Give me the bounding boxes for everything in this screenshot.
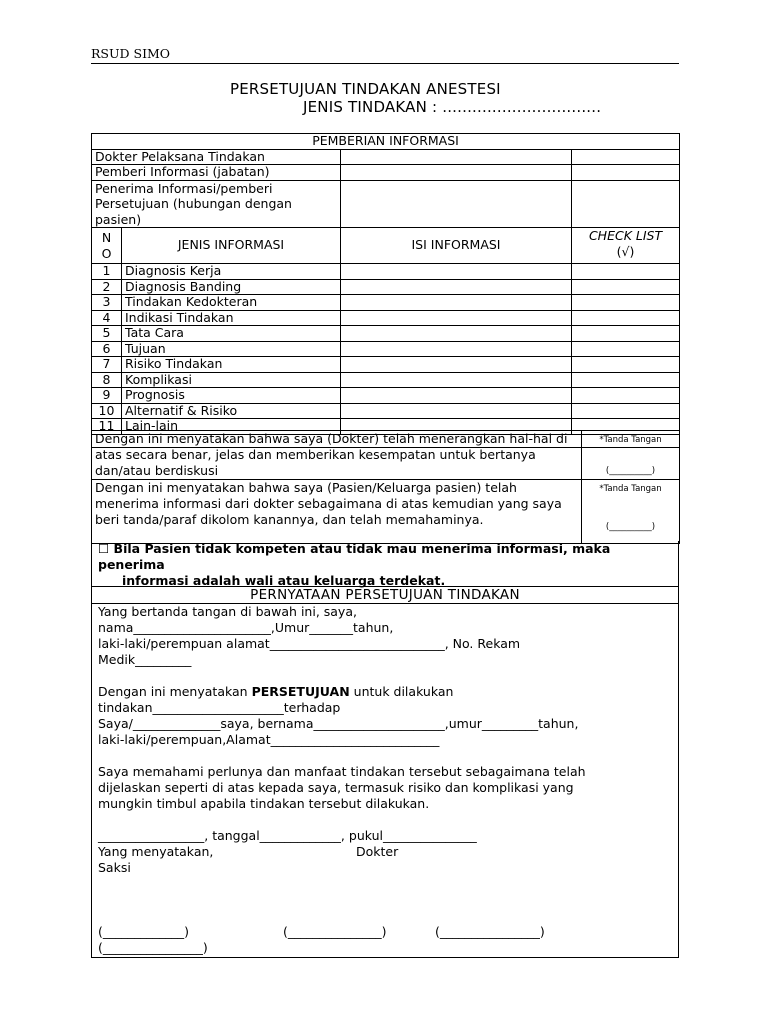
signer-labels [98,844,674,860]
col-header-isi: ISI INFORMASI [341,228,572,264]
item-value[interactable] [341,264,572,280]
guardian-note-line2: informasi adalah wali atau keluarga terdekat. [122,573,446,588]
consent-line: laki-laki/perempuan alamat____________________________, No. Rekam [98,636,521,651]
item-check[interactable] [572,279,680,295]
consent-line: nama______________________,Umur_______tahun, [98,620,394,635]
consent-line: mungkin timbul apabila tindakan tersebut dilakukan. [98,796,430,811]
consent-line: tindakan_____________________terhadap [98,700,341,715]
signature-blanks-row [98,924,674,940]
patient-signature-cell[interactable] [582,480,680,544]
item-label: Tujuan [122,341,341,357]
statements-block [91,430,679,544]
hospital-name: RSUD SIMO [91,46,171,61]
doctor-statement: Dengan ini menyatakan bahwa saya (Dokter) telah menerangkan hal-hal di atas secara benar, jelas dan memberikan kesempatan untuk bertanya dan/atau berdiskusi [92,431,582,480]
item-number: 1 [92,264,122,280]
item-value[interactable] [341,341,572,357]
patient-statement: Dengan ini menyatakan bahwa saya (Pasien/Keluarga pasien) telah menerima informasi dari dokter sebagaimana di atas kemudian yang saya beri tanda/paraf dikolom kanannya, dan telah memahaminya. [92,480,582,544]
item-number: 6 [92,341,122,357]
guardian-note-line1: ☐ Bila Pasien tidak kompeten atau tidak mau menerima informasi, maka penerima [98,541,611,572]
item-check[interactable] [572,372,680,388]
date-place-line: _________________, tanggal_____________, pukul_______________ [98,828,477,843]
item-number: 2 [92,279,122,295]
table-row [92,326,680,342]
table-row [92,403,680,419]
signature-label: *Tanda Tangan [599,435,662,445]
item-check[interactable] [572,388,680,404]
item-value[interactable] [341,310,572,326]
consent-line: Saya memahami perlunya dan manfaat tindakan tersebut sebagaimana telah [98,764,586,779]
consent-approval-word: PERSETUJUAN [251,684,350,699]
signature-blank: (__________) [605,522,656,532]
item-label: Risiko Tindakan [122,357,341,373]
item-value[interactable] [341,388,572,404]
item-check[interactable] [572,326,680,342]
table-row [92,357,680,373]
item-number: 10 [92,403,122,419]
cell-pemberi-check[interactable] [572,165,680,181]
item-check[interactable] [572,403,680,419]
item-label: Indikasi Tindakan [122,310,341,326]
item-value[interactable] [341,372,572,388]
item-check[interactable] [572,264,680,280]
row-penerima: Penerima Informasi/pemberi Persetujuan (hubungan dengan pasien) [92,180,341,228]
table-row [92,372,680,388]
consent-line: dijelaskan seperti di atas kepada saya, termasuk risiko dan komplikasi yang [98,780,574,795]
form-subtitle: JENIS TINDAKAN : ................................ [303,98,602,116]
item-number: 5 [92,326,122,342]
item-label: Komplikasi [122,372,341,388]
col-header-check [572,228,680,264]
signature-blank-2[interactable]: (_______________) [283,924,387,939]
item-value[interactable] [341,403,572,419]
item-value[interactable] [341,326,572,342]
signature-blank-1[interactable]: (_____________) [98,924,190,939]
item-check[interactable] [572,341,680,357]
row-pemberi: Pemberi Informasi (jabatan) [92,165,341,181]
consent-box [91,541,679,958]
consent-line: Yang bertanda tangan di bawah ini, saya, [98,604,357,619]
item-number: 4 [92,310,122,326]
col-header-no: N O [92,228,122,264]
consent-text: untuk dilakukan [349,684,454,699]
col-header-jenis: JENIS INFORMASI [122,228,341,264]
signer-doctor-label: Dokter [356,844,399,859]
item-value[interactable] [341,295,572,311]
item-check[interactable] [572,310,680,326]
item-label: Diagnosis Banding [122,279,341,295]
item-check[interactable] [572,295,680,311]
form-title: PERSETUJUAN TINDAKAN ANESTESI [230,80,501,98]
item-value[interactable] [341,357,572,373]
table-row [92,388,680,404]
cell-dokter-value[interactable] [341,149,572,165]
info-table [91,133,680,448]
table-row [92,341,680,357]
signer-patient-label: Yang menyatakan, [98,844,214,859]
item-label: Tindakan Kedokteran [122,295,341,311]
table-row [92,295,680,311]
info-section-title: PEMBERIAN INFORMASI [92,134,680,150]
item-number: 8 [92,372,122,388]
item-label: Tata Cara [122,326,341,342]
item-label: Alternatif & Risiko [122,403,341,419]
table-row [92,279,680,295]
signature-blank-3[interactable]: (________________) [435,924,545,939]
item-number: 3 [92,295,122,311]
table-row [92,310,680,326]
cell-pemberi-value[interactable] [341,165,572,181]
cell-penerima-value[interactable] [341,180,572,228]
item-number: 7 [92,357,122,373]
consent-body [98,604,674,956]
cell-dokter-check[interactable] [572,149,680,165]
signature-blank: (__________) [605,466,656,476]
item-value[interactable] [341,279,572,295]
consent-line: Saya/______________saya, bernama_____________________,umur_________tahun, [98,716,579,731]
item-label: Lain-lain [122,419,341,435]
consent-title: PERNYATAAN PERSETUJUAN TINDAKAN [250,587,520,603]
header-divider [91,63,679,64]
check-list-label: CHECK LIST [588,228,663,243]
item-label: Prognosis [122,388,341,404]
signer-witness-label: Saksi [98,860,131,875]
row-dokter: Dokter Pelaksana Tindakan [92,149,341,165]
consent-line: Medik_________ [98,652,192,667]
consent-line: laki-laki/perempuan,Alamat___________________________ [98,732,440,747]
item-number: 11 [92,419,122,435]
doctor-signature-cell[interactable] [582,431,680,480]
check-mark-label: (√) [616,244,635,259]
signature-blank-4[interactable]: (________________) [98,940,208,955]
consent-approval-line [98,684,674,700]
item-label: Diagnosis Kerja [122,264,341,280]
cell-penerima-check[interactable] [572,180,680,228]
item-check[interactable] [572,357,680,373]
table-row [92,264,680,280]
item-number: 9 [92,388,122,404]
guardian-note [98,541,674,589]
signature-label: *Tanda Tangan [599,484,662,494]
consent-text: Dengan ini menyatakan [98,684,252,699]
